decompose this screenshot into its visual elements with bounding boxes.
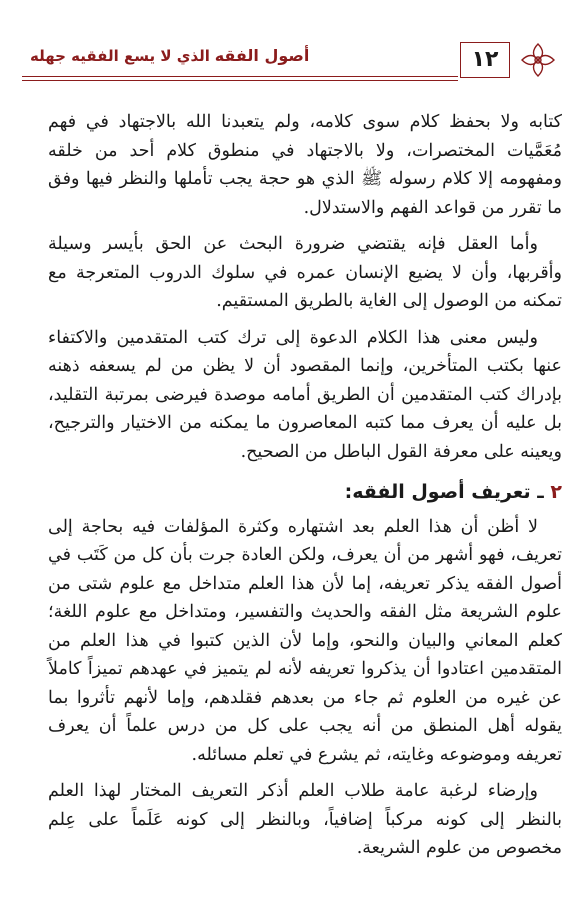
page-header <box>0 40 587 90</box>
page-number: ١٢ <box>460 42 510 78</box>
section-paragraph-2: وإرضاء لرغبة عامة طلاب العلم أذكر التعريف المختار لهذا العلم بالنظر إلى كونه مركباً إضافياً، وبالنظر إلى كونه عَلَماً على عِلم مخصوص من علوم الشريعة. <box>48 781 562 858</box>
paragraph-3: وليس معنى هذا الكلام الدعوة إلى ترك كتب المتقدمين والاكتفاء عنها بكتب المتأخرين، وإنما المقصود أن لا يظن من لم يسعفه ذهنه بإدراك كتب المتقدمين أن الطريق أمامه موصدة فيرضى بمرتبة التقليد، بل عليه أن يعرف مما كتبه المعاصرون ما يمكنه من الاختيار والترجيح، ويعينه على معرفة القول الباطل من الصحيح. <box>48 327 562 462</box>
paragraph-1: كتابه ولا بحفظ كلام سوى كلامه، ولم يتعبدنا الله بالاجتهاد في فهم مُعَمَّيات المختصرات، ولا بالاجتهاد في منطوق كلام أحد من خلقه ومفهومه إلا كلام رسوله ﷺ الذي هو حجة يجب تأملها والنظر فيها وفق ما تقرر من قواعد الفهم والاستدلال. <box>48 112 562 218</box>
section-number: ٢ <box>550 481 562 503</box>
section-heading <box>48 478 562 507</box>
section-dash: ـ <box>530 481 551 503</box>
paragraph-2: وأما العقل فإنه يقتضي ضرورة البحث عن الحق بأيسر وسيلة وأقربها، وأن لا يضيع الإنسان عمره في سلوك الدروب المتعرجة مع تمكنه من الوصول إلى الغاية بالطريق المستقيم. <box>48 234 562 311</box>
running-title-rest: الذي لا يسع الفقيه جهله <box>30 47 210 65</box>
section-title: تعريف أصول الفقه: <box>344 481 531 503</box>
header-rule-top <box>22 76 458 77</box>
ornament-icon <box>508 40 568 84</box>
running-title <box>30 46 309 65</box>
header-rule-bottom <box>22 80 458 81</box>
running-title-main: أصول الفقه <box>214 46 310 65</box>
section-paragraph-1: لا أظن أن هذا العلم بعد اشتهاره وكثرة المؤلفات فيه بحاجة إلى تعريف، فهو أشهر من أن يعرف، ولكن العادة جرت بأن كل من كَتَب في أصول الفقه يذكر تعريفه، إما لأن هذا العلم متداخل مع علوم شتى من علوم الشريعة مثل الفقه والحديث والتفسير، ومتداخل مع علوم اللغة؛ كعلم المعاني والبيان والنحو، وإما لأن الذين كتبوا في هذا العلم من المتقدمين اعتادوا أن يذكروا تعريفه لأنه لم يتميز في عهدهم تميزاً كاملاً عن غيره من العلوم ثم جاء من بعدهم فقلدهم، وإما لأنهم تأثروا بما يقوله أهل المنطق من أنه يجب على كل من درس علماً أن يعرف تعريفه وموضوعه وغايته، ثم يشرع في تعلم مسائله. <box>48 516 562 765</box>
page-body <box>48 108 562 863</box>
